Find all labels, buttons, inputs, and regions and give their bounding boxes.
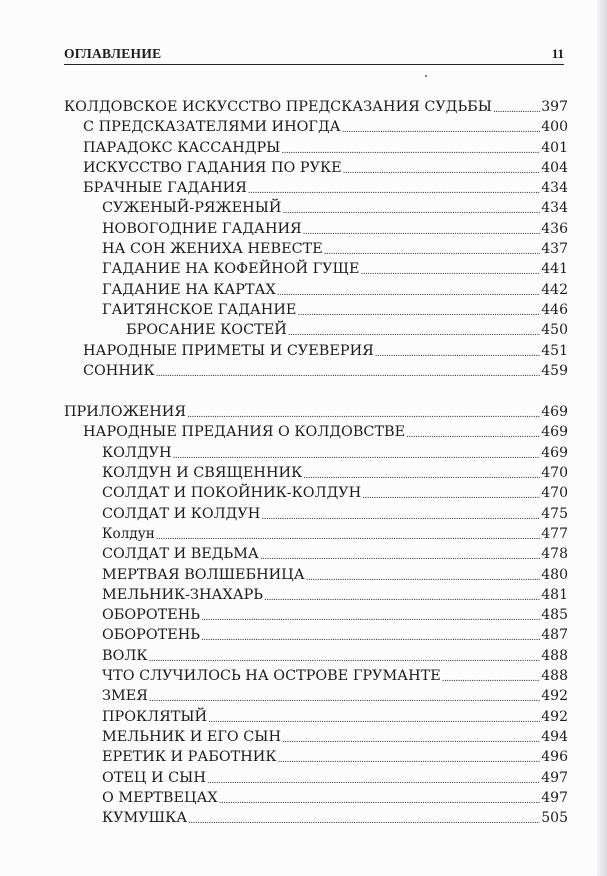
toc-entry-page-number: 434 [541, 200, 568, 217]
toc-entry [64, 239, 568, 259]
toc-entry-title: БРАЧНЫЕ ГАДАНИЯ [83, 180, 247, 197]
toc-entry [64, 97, 568, 117]
toc-entry-title: ГАДАНИЕ НА КАРТАХ [102, 281, 276, 298]
toc-entry [64, 320, 568, 340]
toc-entry-page-number: 477 [541, 525, 568, 542]
toc-entry [64, 544, 568, 564]
dot-leader [188, 811, 540, 831]
toc-entry-title: КОЛДОВСКОЕ ИСКУССТВО ПРЕДСКАЗАНИЯ СУДЬБЫ [64, 99, 492, 115]
toc-entry-page-number: 497 [541, 789, 568, 806]
toc-entry [64, 422, 568, 442]
running-head-page-number: 11 [551, 46, 564, 61]
toc-entry-title: ОТЕЦ И СЫН [102, 769, 206, 786]
toc-entry-title: ЗМЕЯ [102, 688, 148, 705]
toc-entry-page-number: 475 [541, 505, 568, 522]
toc-entry-page-number: 470 [541, 465, 568, 482]
table-of-contents [64, 97, 568, 828]
toc-entry-title: НАРОДНЫЕ ПРЕДАНИЯ О КОЛДОВСТВЕ [83, 424, 406, 441]
toc-entry-title: НАРОДНЫЕ ПРИМЕТЫ И СУЕВЕРИЯ [83, 342, 374, 359]
toc-entry [64, 565, 568, 585]
toc-entry [64, 788, 568, 808]
section-gap [64, 381, 568, 402]
toc-entry-page-number: 442 [541, 281, 568, 298]
toc-entry-page-number: 488 [541, 668, 568, 685]
toc-entry-title: КОЛДУН И СВЯЩЕННИК [102, 465, 303, 482]
toc-entry-page-number: 481 [541, 586, 568, 603]
toc-entry [64, 483, 568, 503]
toc-entry-page-number: 469 [541, 404, 568, 421]
toc-entry-page-number: 401 [541, 139, 568, 156]
running-head-title: ОГЛАВЛЕНИЕ [64, 46, 162, 61]
toc-entry-title: ЕРЕТИК И РАБОТНИК [102, 749, 277, 766]
toc-entry [64, 259, 568, 279]
toc-entry-title: ПРОКЛЯТЫЙ [102, 708, 208, 725]
toc-entry-title: СУЖЕНЫЙ-РЯЖЕНЫЙ [102, 200, 282, 217]
toc-entry-title: ГАДАНИЕ НА КОФЕЙНОЙ ГУЩЕ [102, 261, 360, 278]
toc-entry-page-number: 497 [541, 769, 568, 786]
toc-entry-title: НА СОН ЖЕНИХА НЕВЕСТЕ [102, 241, 323, 258]
toc-entry [64, 727, 568, 747]
toc-entry [64, 341, 568, 361]
toc-entry [64, 463, 568, 483]
toc-entry [64, 686, 568, 706]
toc-entry-title: ВОЛК [102, 647, 148, 664]
toc-entry-title: МЕЛЬНИК-ЗНАХАРЬ [102, 586, 263, 603]
toc-entry-page-number: 451 [541, 342, 568, 359]
toc-entry-title: БРОСАНИЕ КОСТЕЙ [126, 322, 287, 339]
toc-entry-title: КОЛДУН [102, 444, 172, 461]
toc-entry-page-number: 487 [541, 627, 568, 644]
toc-entry-title: Колдун [102, 525, 155, 542]
toc-entry-page-number: 397 [541, 99, 568, 115]
toc-entry-page-number: 480 [541, 566, 568, 583]
toc-entry-page-number: 469 [541, 444, 568, 461]
toc-entry-page-number: 485 [541, 607, 568, 624]
dot-leader [156, 364, 541, 384]
toc-entry-title: С ПРЕДСКАЗАТЕЛЯМИ ИНОГДА [83, 119, 341, 136]
toc-entry-title: ЧТО СЛУЧИЛОСЬ НА ОСТРОВЕ ГРУМАНТЕ [102, 668, 441, 685]
toc-entry-title: ПРИЛОЖЕНИЯ [64, 404, 186, 421]
toc-entry [64, 504, 568, 524]
toc-entry [64, 443, 568, 463]
toc-entry [64, 524, 568, 544]
toc-entry-page-number: 488 [541, 647, 568, 664]
toc-entry [64, 666, 568, 686]
header-rule [64, 64, 564, 65]
toc-entry [64, 625, 568, 645]
toc-entry [64, 138, 568, 158]
toc-entry-title: ОБОРОТЕНЬ [102, 607, 201, 624]
toc-entry [64, 117, 568, 137]
toc-entry-title: ОБОРОТЕНЬ [102, 627, 201, 644]
toc-entry-title: МЕЛЬНИК И ЕГО СЫН [102, 728, 282, 745]
toc-entry-title: КУМУШКА [102, 810, 188, 827]
toc-entry-page-number: 494 [541, 728, 568, 745]
toc-entry [64, 605, 568, 625]
toc-entry-page-number: 470 [541, 485, 568, 502]
toc-entry-page-number: 469 [541, 424, 568, 441]
toc-entry [64, 300, 568, 320]
toc-entry [64, 402, 568, 422]
toc-entry-page-number: 436 [541, 220, 568, 237]
toc-entry-page-number: 404 [541, 159, 568, 176]
toc-entry [64, 808, 568, 828]
running-head [64, 44, 564, 62]
toc-entry-title: СОЛДАТ И КОЛДУН [102, 505, 261, 522]
toc-entry-page-number: 492 [541, 708, 568, 725]
toc-entry-title: НОВОГОДНИЕ ГАДАНИЯ [102, 220, 302, 237]
toc-entry-title: О МЕРТВЕЦАХ [102, 789, 218, 806]
toc-entry-page-number: 446 [541, 301, 568, 318]
page-edge-shadow [597, 0, 607, 876]
print-speck [425, 75, 427, 77]
toc-entry-page-number: 505 [541, 810, 568, 827]
toc-entry-page-number: 434 [541, 180, 568, 197]
toc-entry [64, 280, 568, 300]
toc-entry-title: СОЛДАТ И ВЕДЬМА [102, 546, 259, 563]
toc-entry [64, 198, 568, 218]
toc-entry-title: ИСКУССТВО ГАДАНИЯ ПО РУКЕ [83, 159, 342, 176]
toc-entry-page-number: 400 [541, 119, 568, 136]
toc-entry-title: МЕРТВАЯ ВОЛШЕБНИЦА [102, 566, 305, 583]
toc-entry [64, 178, 568, 198]
toc-entry-title: ПАРАДОКС КАССАНДРЫ [83, 139, 281, 156]
toc-entry [64, 219, 568, 239]
toc-entry-page-number: 496 [541, 749, 568, 766]
toc-entry [64, 361, 568, 381]
toc-entry-page-number: 492 [541, 688, 568, 705]
toc-entry [64, 585, 568, 605]
toc-entry [64, 158, 568, 178]
toc-entry-title: ГАИТЯНСКОЕ ГАДАНИЕ [102, 301, 297, 318]
toc-entry-title: СОЛДАТ И ПОКОЙНИК-КОЛДУН [102, 485, 362, 502]
toc-entry [64, 768, 568, 788]
toc-entry [64, 707, 568, 727]
toc-entry-page-number: 437 [541, 241, 568, 258]
toc-entry-page-number: 441 [541, 261, 568, 278]
toc-entry [64, 747, 568, 767]
toc-entry-page-number: 459 [541, 362, 568, 379]
toc-entry [64, 646, 568, 666]
toc-entry-page-number: 450 [541, 322, 568, 339]
toc-entry-page-number: 478 [541, 546, 568, 563]
toc-entry-title: СОННИК [83, 362, 155, 379]
